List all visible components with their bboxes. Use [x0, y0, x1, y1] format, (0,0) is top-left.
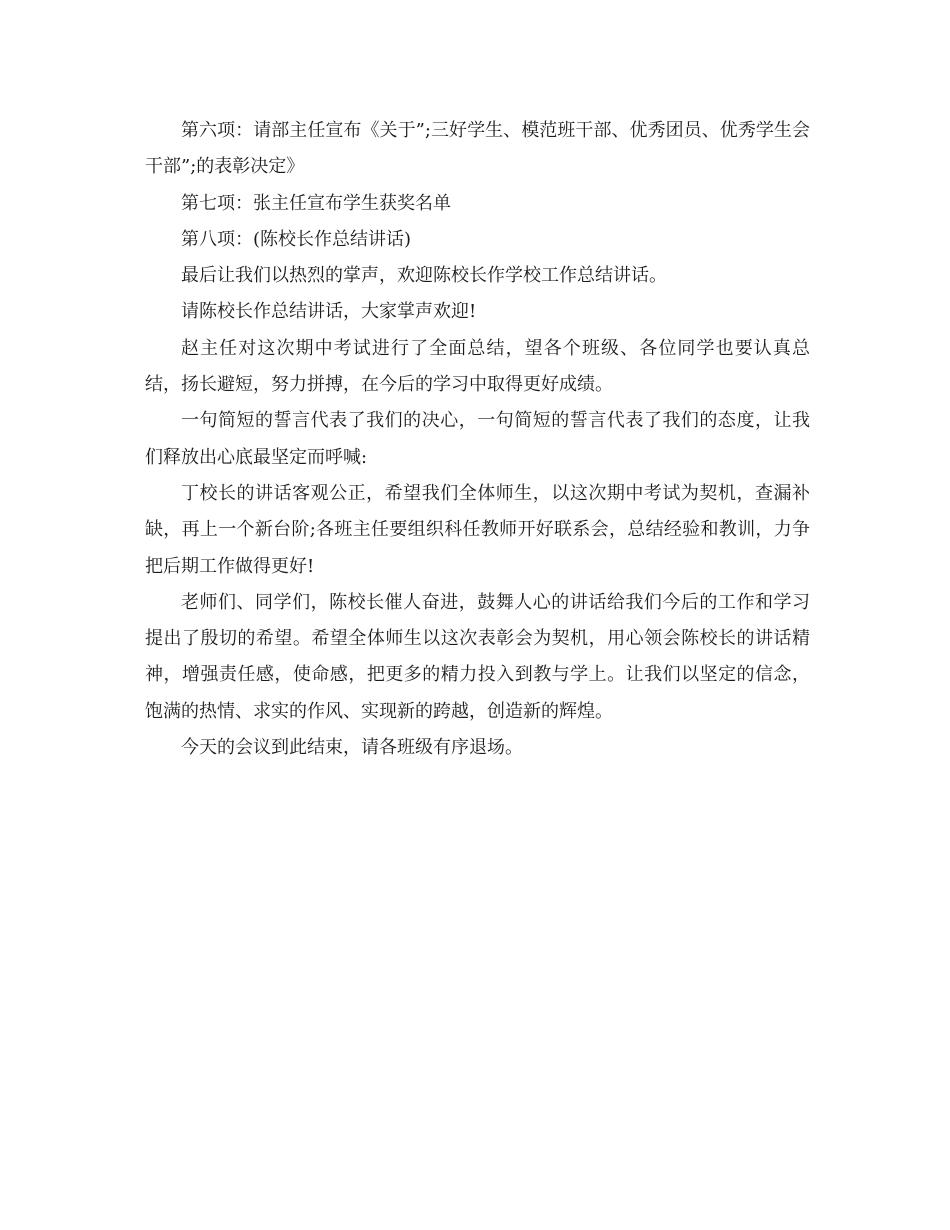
paragraph: 老师们、同学们，陈校长催人奋进，鼓舞人心的讲话给我们今后的工作和学习提出了殷切的希望。希望全体师生以这次表彰会为契机，用心领会陈校长的讲话精神，增强责任感，使命感，把更多的精力投入到教与学上。让我们以坚定的信念，饱满的热情、求实的作风、实现新的跨越，创造新的辉煌。: [145, 591, 810, 722]
paragraph: 请陈校长作总结讲话，大家掌声欢迎!: [181, 301, 477, 323]
paragraph: 第八项：(陈校长作总结讲话): [181, 228, 412, 250]
document-body: [145, 113, 810, 766]
paragraph: 今天的会议到此结束，请各班级有序退场。: [181, 737, 523, 759]
paragraph: 最后让我们以热烈的掌声，欢迎陈校长作学校工作总结讲话。: [181, 265, 667, 287]
paragraph: 一句简短的誓言代表了我们的决心，一句简短的誓言代表了我们的态度，让我们释放出心底最坚定而呼喊:: [145, 410, 810, 468]
paragraph: 赵主任对这次期中考试进行了全面总结，望各个班级、各位同学也要认真总结，扬长避短，努力拼搏，在今后的学习中取得更好成绩。: [145, 337, 810, 396]
paragraph: 丁校长的讲话客观公正，希望我们全体师生，以这次期中考试为契机，查漏补缺，再上一个新台阶;各班主任要组织科任教师开好联系会，总结经验和教训，力争把后期工作做得更好!: [145, 482, 810, 577]
paragraph: 第七项：张主任宣布学生获奖名单: [181, 192, 451, 214]
paragraph: 第六项：请部主任宣布《关于”;三好学生、模范班干部、优秀团员、优秀学生会干部”;的表彰决定》: [145, 120, 810, 178]
